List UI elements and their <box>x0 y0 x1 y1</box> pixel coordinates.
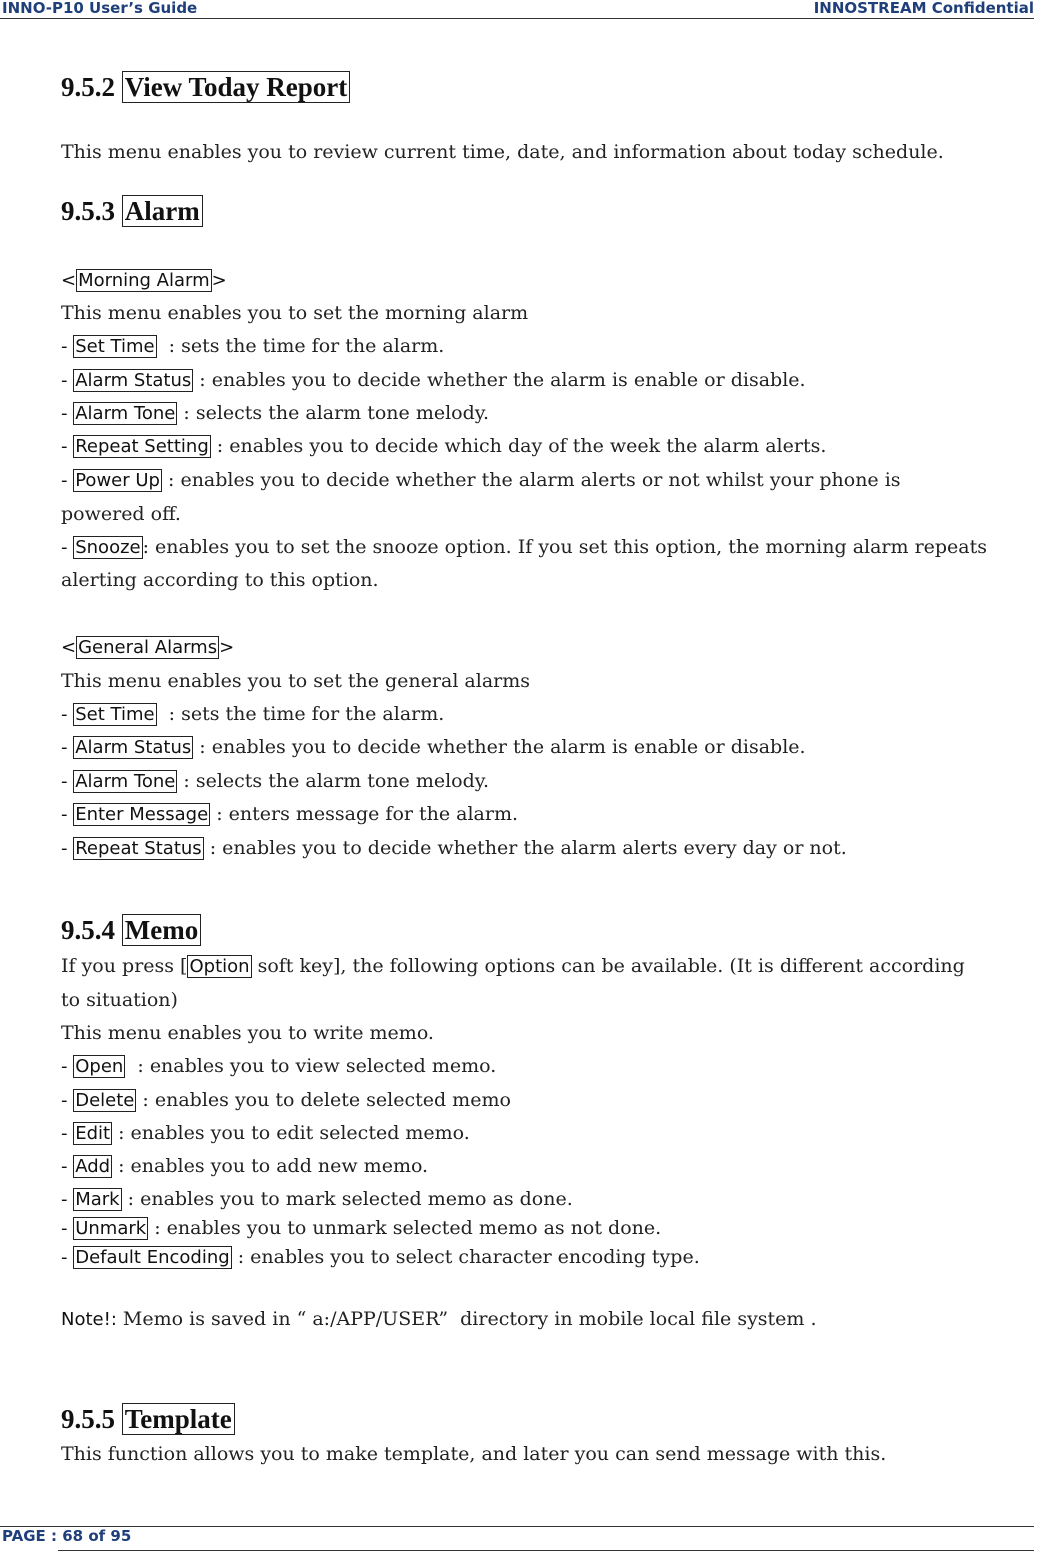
text-fragment: - <box>61 436 74 457</box>
text-fragment: : enables you to decide whether the alarm alerts every day or not. <box>203 837 847 859</box>
menu-option-label: Option <box>189 956 250 977</box>
list-item <box>61 1117 470 1150</box>
text-fragment: : enables you to edit selected memo. <box>112 1122 470 1144</box>
morning-alarm-intro: This menu enables you to set the morning alarm <box>61 302 529 324</box>
general-alarms-intro: This menu enables you to set the general alarms <box>61 670 531 692</box>
heading-9-5-3: 9.5.3 Alarm <box>61 194 203 228</box>
heading-9-5-2-title: View Today Report <box>122 71 351 103</box>
memo-note <box>61 1303 817 1336</box>
text-fragment: : sets the time for the alarm. <box>156 703 445 725</box>
text-fragment: : sets the time for the alarm. <box>156 335 445 357</box>
menu-option-label: Open <box>75 1056 124 1077</box>
text-fragment: - <box>61 1090 74 1111</box>
header-doc-title: INNO-P10 User’s Guide <box>2 0 198 17</box>
menu-option-label: Unmark <box>75 1218 147 1239</box>
general-alarms-label <box>61 631 234 664</box>
list-item <box>61 531 987 564</box>
morning-alarm-label <box>61 264 227 297</box>
menu-option-label: Morning Alarm <box>78 270 210 291</box>
text-fragment: : enables you to add new memo. <box>112 1155 429 1177</box>
heading-9-5-3-title: Alarm <box>122 195 203 227</box>
text-fragment: - <box>61 1189 74 1210</box>
menu-option-label: Default Encoding <box>75 1247 230 1268</box>
memo-intro <box>61 950 965 983</box>
text-fragment: - <box>61 771 74 792</box>
menu-option-label: Repeat Setting <box>75 436 209 457</box>
list-item <box>61 731 806 764</box>
text-fragment: - <box>61 370 74 391</box>
list-item-cont: powered off. <box>61 503 181 525</box>
text-fragment: < <box>61 637 77 658</box>
text-fragment: : enables you to unmark selected memo as not done. <box>148 1217 662 1239</box>
text-fragment: : enables you to select character encoding type. <box>231 1246 700 1268</box>
text-fragment: - <box>61 1218 74 1239</box>
text-fragment: : selects the alarm tone melody. <box>177 770 490 792</box>
text-fragment: - <box>61 737 74 758</box>
text-fragment: : enables you to set the snooze option. If you set this option, the morning alarm repeats <box>142 536 988 558</box>
list-item <box>61 1150 428 1183</box>
text-fragment: : enables you to delete selected memo <box>136 1089 511 1111</box>
view-today-desc: This menu enables you to review current time, date, and information about today schedule. <box>61 141 944 163</box>
text-fragment: - <box>61 1247 74 1268</box>
menu-option-label: Alarm Status <box>75 737 192 758</box>
text-fragment: : enables you to decide which day of the week the alarm alerts. <box>210 435 827 457</box>
list-item <box>61 1241 700 1274</box>
text-fragment: Note!: <box>61 1309 117 1330</box>
menu-option-label: Power Up <box>75 470 160 491</box>
text-fragment: - <box>61 403 74 424</box>
heading-9-5-5: 9.5.5 Template <box>61 1402 235 1436</box>
text-fragment: - <box>61 537 74 558</box>
heading-9-5-4-title: Memo <box>122 914 201 946</box>
list-item <box>61 798 518 831</box>
menu-option-label: Enter Message <box>75 804 209 825</box>
text-fragment: > <box>211 270 227 291</box>
menu-option-label: Snooze <box>75 537 141 558</box>
heading-9-5-2: 9.5.2 View Today Report <box>61 70 350 104</box>
memo-intro-cont: to situation) <box>61 989 178 1011</box>
text-fragment: < <box>61 270 77 291</box>
page-number: PAGE : 68 of 95 <box>2 1527 132 1545</box>
text-fragment: If you press [ <box>61 955 188 977</box>
text-fragment: - <box>61 1123 74 1144</box>
list-item <box>61 1050 496 1083</box>
list-item <box>61 464 901 497</box>
menu-option-label: Set Time <box>75 336 155 357</box>
text-fragment: - <box>61 1056 74 1077</box>
menu-option-label: Alarm Tone <box>75 771 176 792</box>
text-fragment: : enables you to decide whether the alarm alerts or not whilst your phone is <box>161 469 901 491</box>
text-fragment: : enables you to mark selected memo as done. <box>121 1188 573 1210</box>
list-item <box>61 430 826 463</box>
memo-intro-desc: This menu enables you to write memo. <box>61 1022 434 1044</box>
menu-option-label: Add <box>75 1156 111 1177</box>
list-item <box>61 832 847 865</box>
heading-9-5-4: 9.5.4 Memo <box>61 913 201 947</box>
text-fragment: - <box>61 838 74 859</box>
header-confidential: INNOSTREAM Confidential <box>813 0 1034 17</box>
text-fragment: - <box>61 704 74 725</box>
text-fragment: soft key], the following options can be available. (It is different according <box>251 955 965 977</box>
text-fragment: > <box>219 637 235 658</box>
list-item <box>61 1084 511 1117</box>
text-fragment: Memo is saved in “ a:/APP/USER” directory in mobile local file system . <box>116 1308 817 1330</box>
text-fragment: - <box>61 804 74 825</box>
menu-option-label: Set Time <box>75 704 155 725</box>
menu-option-label: Edit <box>75 1123 111 1144</box>
text-fragment: - <box>61 470 74 491</box>
menu-option-label: Mark <box>75 1189 120 1210</box>
menu-option-label: Alarm Status <box>75 370 192 391</box>
list-item <box>61 364 806 397</box>
text-fragment: : selects the alarm tone melody. <box>177 402 490 424</box>
text-fragment: : enters message for the alarm. <box>210 803 519 825</box>
menu-option-label: Delete <box>75 1090 135 1111</box>
list-item-cont: alerting according to this option. <box>61 569 379 591</box>
list-item <box>61 698 444 731</box>
text-fragment: - <box>61 1156 74 1177</box>
page-header <box>0 0 1034 19</box>
menu-option-label: Alarm Tone <box>75 403 176 424</box>
text-fragment: - <box>61 336 74 357</box>
list-item <box>61 330 444 363</box>
menu-option-label: General Alarms <box>78 637 218 658</box>
text-fragment: : enables you to decide whether the alarm is enable or disable. <box>193 736 806 758</box>
list-item <box>61 765 489 798</box>
text-fragment: : enables you to view selected memo. <box>125 1055 497 1077</box>
text-fragment: : enables you to decide whether the alarm is enable or disable. <box>193 369 806 391</box>
heading-9-5-5-title: Template <box>122 1403 235 1435</box>
list-item <box>61 397 489 430</box>
template-desc: This function allows you to make template, and later you can send message with this. <box>61 1443 887 1465</box>
menu-option-label: Repeat Status <box>75 838 202 859</box>
page-footer <box>0 1526 1034 1551</box>
